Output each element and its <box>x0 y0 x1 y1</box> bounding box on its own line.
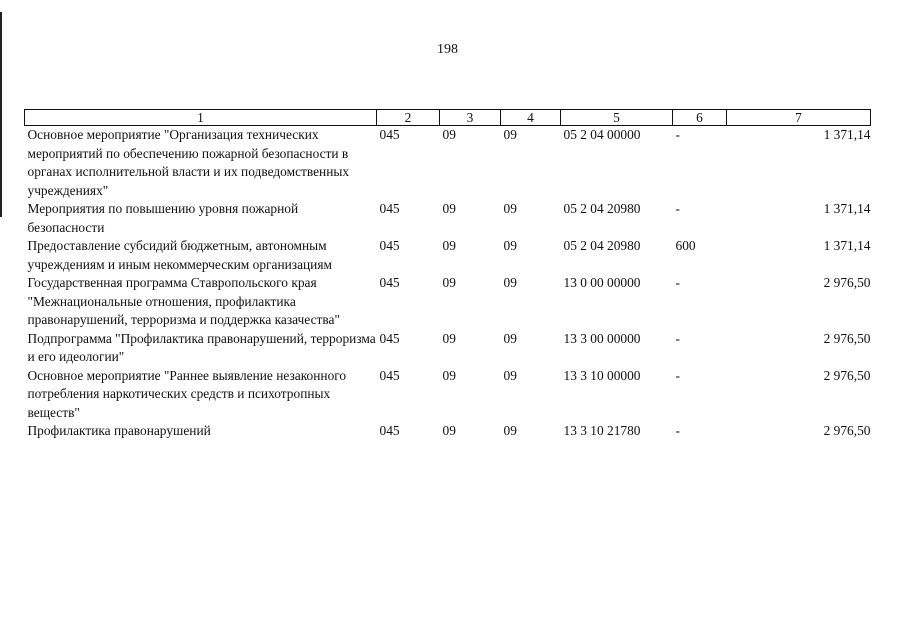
row-col3: 09 <box>442 275 456 290</box>
row-amount: 2 976,50 <box>823 423 871 438</box>
row-col2: 045 <box>379 275 400 290</box>
row-col4: 09 <box>503 127 517 142</box>
row-name: Основное мероприятие "Организация технических мероприятий по обеспечению пожарной безопасности в органах исполнительной власти и их подведомственных учреждениях" <box>27 127 350 198</box>
row-col6: - <box>675 330 680 346</box>
row-col5: 13 3 00 00000 <box>563 330 641 346</box>
row-col5: 05 2 04 20980 <box>563 238 641 253</box>
row-col3: 09 <box>442 330 456 346</box>
row-col5: 13 3 10 00000 <box>563 367 641 383</box>
table-row <box>25 367 871 423</box>
page-number: 198 <box>437 42 458 57</box>
row-col6: - <box>675 127 680 142</box>
table-row <box>25 330 871 367</box>
table-row <box>25 422 871 441</box>
column-header-6: 6 <box>673 110 727 126</box>
row-col2: 045 <box>379 201 400 216</box>
row-amount: 1 371,14 <box>823 127 871 142</box>
row-col4: 09 <box>503 367 517 383</box>
table-row <box>25 200 871 237</box>
row-name: Мероприятия по повышению уровня пожарной безопасности <box>27 201 299 235</box>
column-header-2: 2 <box>377 110 440 126</box>
row-col4: 09 <box>503 201 517 216</box>
scan-edge-line <box>0 12 2 217</box>
row-col4: 09 <box>503 330 517 346</box>
row-amount: 2 976,50 <box>823 330 871 346</box>
column-header-7: 7 <box>727 110 871 126</box>
row-col2: 045 <box>379 367 400 383</box>
row-amount: 2 976,50 <box>823 275 871 290</box>
column-header-3: 3 <box>440 110 501 126</box>
row-col6: - <box>675 367 680 383</box>
row-name: Профилактика правонарушений <box>27 423 211 438</box>
row-col2: 045 <box>379 127 400 142</box>
column-header-1: 1 <box>25 110 377 126</box>
row-col4: 09 <box>503 238 517 253</box>
row-name: Основное мероприятие "Раннее выявление незаконного потребления наркотических средств и психотропных веществ" <box>27 367 347 420</box>
row-col6: - <box>675 423 680 438</box>
row-amount: 1 371,14 <box>823 201 871 216</box>
column-header-4: 4 <box>501 110 561 126</box>
row-col2: 045 <box>379 238 400 253</box>
row-col4: 09 <box>503 423 517 438</box>
row-col5: 05 2 04 20980 <box>563 201 641 216</box>
row-col3: 09 <box>442 367 456 383</box>
table-row <box>25 126 871 201</box>
row-col5: 13 3 10 21780 <box>563 423 641 438</box>
budget-table <box>24 109 871 441</box>
row-col6: - <box>675 275 680 290</box>
table-header-row <box>25 110 871 126</box>
row-col3: 09 <box>442 238 456 253</box>
row-amount: 1 371,14 <box>823 238 871 253</box>
row-col3: 09 <box>442 423 456 438</box>
row-col2: 045 <box>379 423 400 438</box>
row-col3: 09 <box>442 127 456 142</box>
row-name: Подпрограмма "Профилактика правонарушений, терроризма и его идеологии" <box>27 330 376 364</box>
row-col6: - <box>675 201 680 216</box>
row-name: Предоставление субсидий бюджетным, автономным учреждениям и иным некоммерческим организациям <box>27 238 332 272</box>
row-name: Государственная программа Ставропольского края "Межнациональные отношения, профилактика правонарушений, терроризма и поддержка казачества" <box>27 275 340 327</box>
row-amount: 2 976,50 <box>823 367 871 383</box>
row-col4: 09 <box>503 275 517 290</box>
row-col5: 13 0 00 00000 <box>563 275 641 290</box>
row-col3: 09 <box>442 201 456 216</box>
column-header-5: 5 <box>561 110 673 126</box>
row-col6: 600 <box>675 238 696 253</box>
table-row <box>25 274 871 330</box>
row-col5: 05 2 04 00000 <box>563 127 641 142</box>
row-col2: 045 <box>379 330 400 346</box>
table-row <box>25 237 871 274</box>
